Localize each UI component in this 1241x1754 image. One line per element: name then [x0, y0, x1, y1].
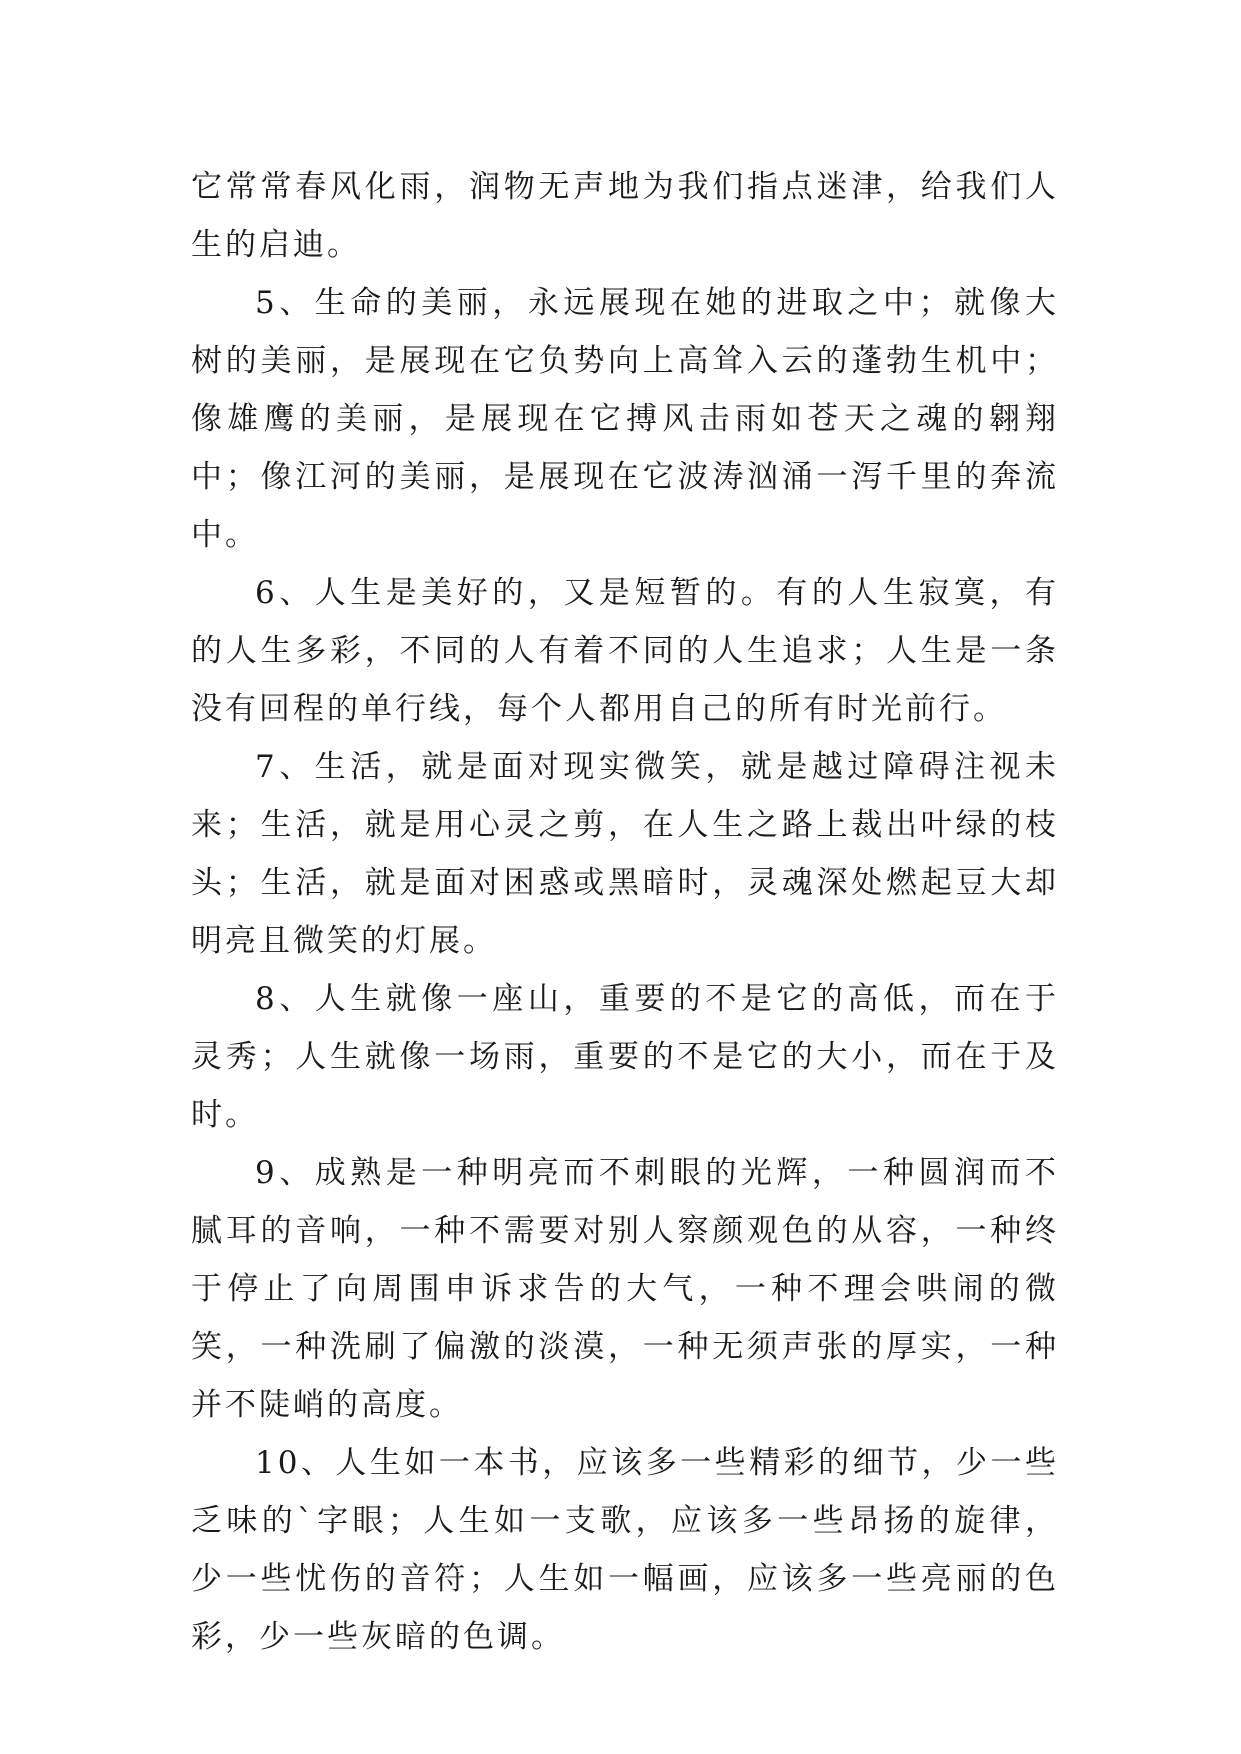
paragraph-5: 5、生命的美丽，永远展现在她的进取之中；就像大树的美丽，是展现在它负势向上高耸入云的蓬勃生机中；像雄鹰的美丽，是展现在它搏风击雨如苍天之魂的翱翔中；像江河的美丽，是展现在它波涛汹涌一泻千里的奔流中。: [191, 285, 1059, 553]
paragraph-7: 7、生活，就是面对现实微笑，就是越过障碍注视未来；生活，就是用心灵之剪，在人生之路上裁出叶绿的枝头；生活，就是面对困惑或黑暗时，灵魂深处燃起豆大却明亮且微笑的灯展。: [191, 749, 1059, 959]
paragraph-continuation: 它常常春风化雨，润物无声地为我们指点迷津，给我们人生的启迪。: [191, 169, 1059, 263]
paragraph-8: 8、人生就像一座山，重要的不是它的高低，而在于灵秀；人生就像一场雨，重要的不是它的大小，而在于及时。: [191, 981, 1059, 1133]
paragraph-10: 10、人生如一本书，应该多一些精彩的细节，少一些乏味的`字眼；人生如一支歌，应该多一些昂扬的旋律，少一些忧伤的音符；人生如一幅画，应该多一些亮丽的色彩，少一些灰暗的色调。: [191, 1445, 1059, 1655]
paragraph-6: 6、人生是美好的，又是短暂的。有的人生寂寞，有的人生多彩，不同的人有着不同的人生追求；人生是一条没有回程的单行线，每个人都用自己的所有时光前行。: [191, 575, 1059, 727]
document-body: [191, 158, 1059, 1666]
paragraph-9: 9、成熟是一种明亮而不刺眼的光辉，一种圆润而不腻耳的音响，一种不需要对别人察颜观色的从容，一种终于停止了向周围申诉求告的大气，一种不理会哄闹的微笑，一种洗刷了偏激的淡漠，一种无须声张的厚实，一种并不陡峭的高度。: [191, 1155, 1059, 1423]
